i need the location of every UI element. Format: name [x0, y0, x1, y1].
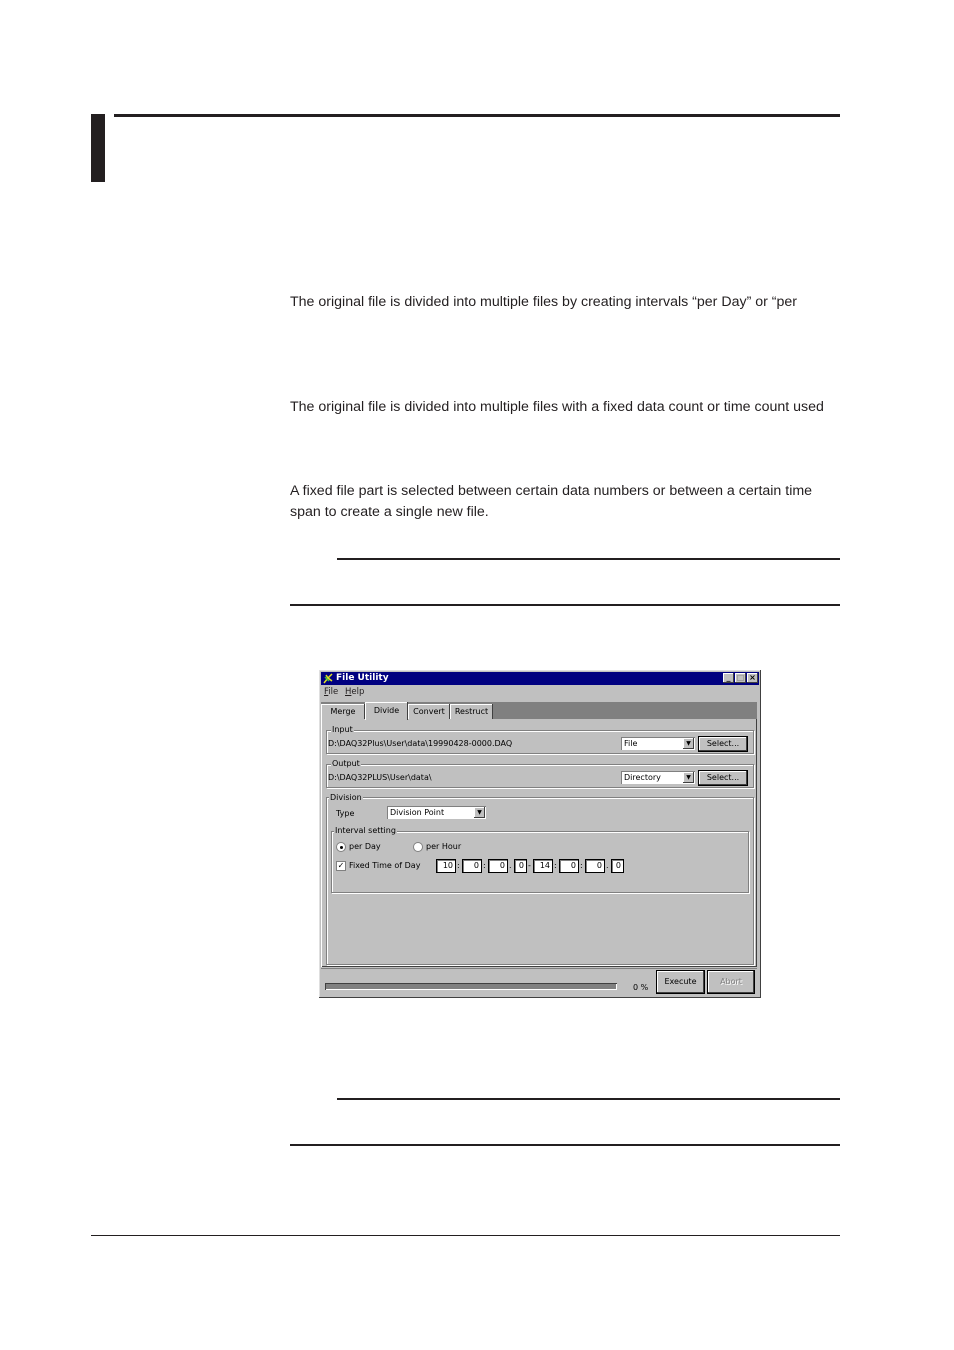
- input-mode-select[interactable]: [621, 737, 695, 750]
- end-fraction-input[interactable]: 0: [612, 860, 623, 872]
- start-hour-input[interactable]: 10: [437, 860, 455, 872]
- division-type-value: Division Point: [390, 808, 445, 817]
- start-minute-input[interactable]: 0: [463, 860, 481, 872]
- input-path: D:\DAQ32Plus\User\data\19990428-0000.DAQ: [328, 739, 513, 748]
- division-group-label: Division: [330, 793, 362, 802]
- time-separator: .: [606, 861, 609, 870]
- progress-bar: [325, 983, 617, 990]
- note-bottom-rule: [290, 604, 840, 606]
- title-bar[interactable]: [321, 672, 759, 685]
- fixed-time-checkbox[interactable]: ✓: [337, 861, 345, 870]
- input-group-label: Input: [332, 725, 353, 734]
- chevron-down-icon[interactable]: ▼: [683, 772, 694, 783]
- tab-merge[interactable]: Merge: [321, 704, 365, 719]
- menu-bar: [321, 686, 759, 699]
- minimize-icon[interactable]: _: [723, 673, 734, 683]
- input-select-button[interactable]: Select...: [699, 737, 747, 751]
- menu-file[interactable]: File: [324, 687, 339, 697]
- output-select-button[interactable]: Select...: [699, 771, 747, 785]
- paragraph-fixed-part-line1: A fixed file part is selected between certain data numbers or between a certain time: [290, 483, 813, 499]
- output-mode-value: Directory: [624, 773, 661, 782]
- per-day-label: per Day: [349, 842, 381, 851]
- paragraph-fixed-part-line2: span to create a single new file.: [290, 504, 489, 520]
- paragraph-per-interval: The original file is divided into multiple files by creating intervals “per Day” or “per: [290, 294, 798, 310]
- divide-tab-panel: [321, 719, 757, 967]
- tab-strip: [321, 702, 757, 719]
- time-separator: :: [554, 861, 557, 870]
- execute-button[interactable]: Execute: [657, 971, 704, 993]
- tab-divide[interactable]: Divide: [365, 702, 408, 720]
- paragraph-fixed-part: [290, 481, 850, 523]
- interval-setting-label: Interval setting: [335, 826, 396, 835]
- division-type-select[interactable]: [387, 806, 486, 819]
- file-utility-window: [319, 670, 761, 998]
- per-hour-radio[interactable]: [414, 843, 422, 851]
- end-second-input[interactable]: 0: [586, 860, 604, 872]
- footer-rule: [91, 1235, 840, 1236]
- note-top-rule: [337, 558, 840, 560]
- file-utility-app-icon: [323, 673, 334, 684]
- tab-restruct[interactable]: Restruct: [450, 704, 493, 719]
- tab-convert[interactable]: Convert: [408, 704, 450, 719]
- maximize-icon[interactable]: □: [736, 673, 745, 682]
- end-minute-input[interactable]: 0: [560, 860, 578, 872]
- range-separator: -: [528, 861, 531, 870]
- input-mode-value: File: [624, 739, 638, 748]
- start-fraction-input[interactable]: 0: [515, 860, 526, 872]
- note2-top-rule: [337, 1098, 840, 1100]
- time-separator: .: [509, 861, 512, 870]
- start-second-input[interactable]: 0: [489, 860, 507, 872]
- status-bar: [321, 968, 757, 996]
- end-hour-input[interactable]: 14: [534, 860, 552, 872]
- abort-button[interactable]: Abort: [708, 971, 754, 993]
- chapter-marker-bar: [91, 114, 105, 182]
- paragraph-fixed-count: The original file is divided into multiple files with a fixed data count or time count used: [290, 399, 824, 415]
- per-hour-label: per Hour: [426, 842, 462, 851]
- close-icon[interactable]: ×: [747, 673, 758, 683]
- time-separator: :: [580, 861, 583, 870]
- fixed-time-label: Fixed Time of Day: [349, 861, 421, 870]
- per-day-radio[interactable]: [337, 843, 345, 851]
- window-title: File Utility: [336, 673, 389, 683]
- time-separator: :: [483, 861, 486, 870]
- output-group-label: Output: [332, 759, 360, 768]
- fixed-time-fields: [437, 860, 627, 872]
- output-path: D:\DAQ32PLUS\User\data\: [328, 773, 432, 782]
- division-type-label: Type: [336, 809, 355, 818]
- menu-help[interactable]: Help: [345, 687, 365, 697]
- progress-percent: 0 %: [633, 983, 649, 992]
- chevron-down-icon[interactable]: ▼: [683, 738, 694, 749]
- chevron-down-icon[interactable]: ▼: [474, 807, 485, 818]
- chapter-top-rule: [114, 114, 840, 117]
- note2-bottom-rule: [290, 1144, 840, 1146]
- output-mode-select[interactable]: [621, 771, 695, 784]
- time-separator: :: [457, 861, 460, 870]
